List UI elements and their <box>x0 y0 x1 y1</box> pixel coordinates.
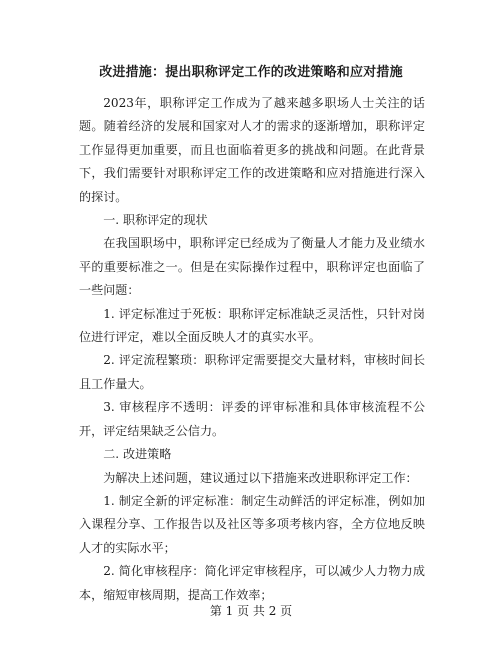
document-title: 改进措施：提出职称评定工作的改进策略和应对措施 <box>99 65 403 80</box>
issue-item-3: 3. 审核程序不透明：评委的评审标准和具体审核流程不公开，评定结果缺乏公信力。 <box>79 400 425 438</box>
page-number-footer: 第 1 页 共 2 页 <box>209 604 293 618</box>
status-paragraph: 在我国职场中，职称评定已经成为了衡量人才能力及业绩水平的重要标准之一。但是在实际操作过程中，职称评定也面临了一些问题： <box>79 236 425 298</box>
intro-paragraph: 2023年，职称评定工作成为了越来越多职场人士关注的话题。随着经济的发展和国家对人才的需求的逐渐增加，职称评定工作显得更加重要，而且也面临着更多的挑战和问题。在此背景下，我们需要针对职称评定工作的改进策略和应对措施进行深入的探讨。 <box>79 96 425 204</box>
strategy-item-1: 1. 制定全新的评定标准：制定生动鲜活的评定标准，例如加入课程分享、工作报告以及社区等多项考核内容，全方位地反映人才的实际水平； <box>79 493 425 555</box>
section-heading-status: 一. 职称评定的现状 <box>103 213 208 228</box>
strategy-intro-paragraph: 为解决上述问题，建议通过以下措施来改进职称评定工作： <box>103 470 418 485</box>
document-body <box>79 92 425 607</box>
strategy-item-2: 2. 简化审核程序：简化评定审核程序，可以减少人力物力成本，缩短审核周期，提高工作效率； <box>79 564 425 602</box>
section-heading-strategy: 二. 改进策略 <box>103 447 172 462</box>
issue-item-1: 1. 评定标准过于死板：职称评定标准缺乏灵活性，只针对岗位进行评定，难以全面反映人才的真实水平。 <box>79 306 425 345</box>
issue-item-2: 2. 评定流程繁琐：职称评定需要提交大量材料，审核时间长且工作量大。 <box>79 353 425 391</box>
